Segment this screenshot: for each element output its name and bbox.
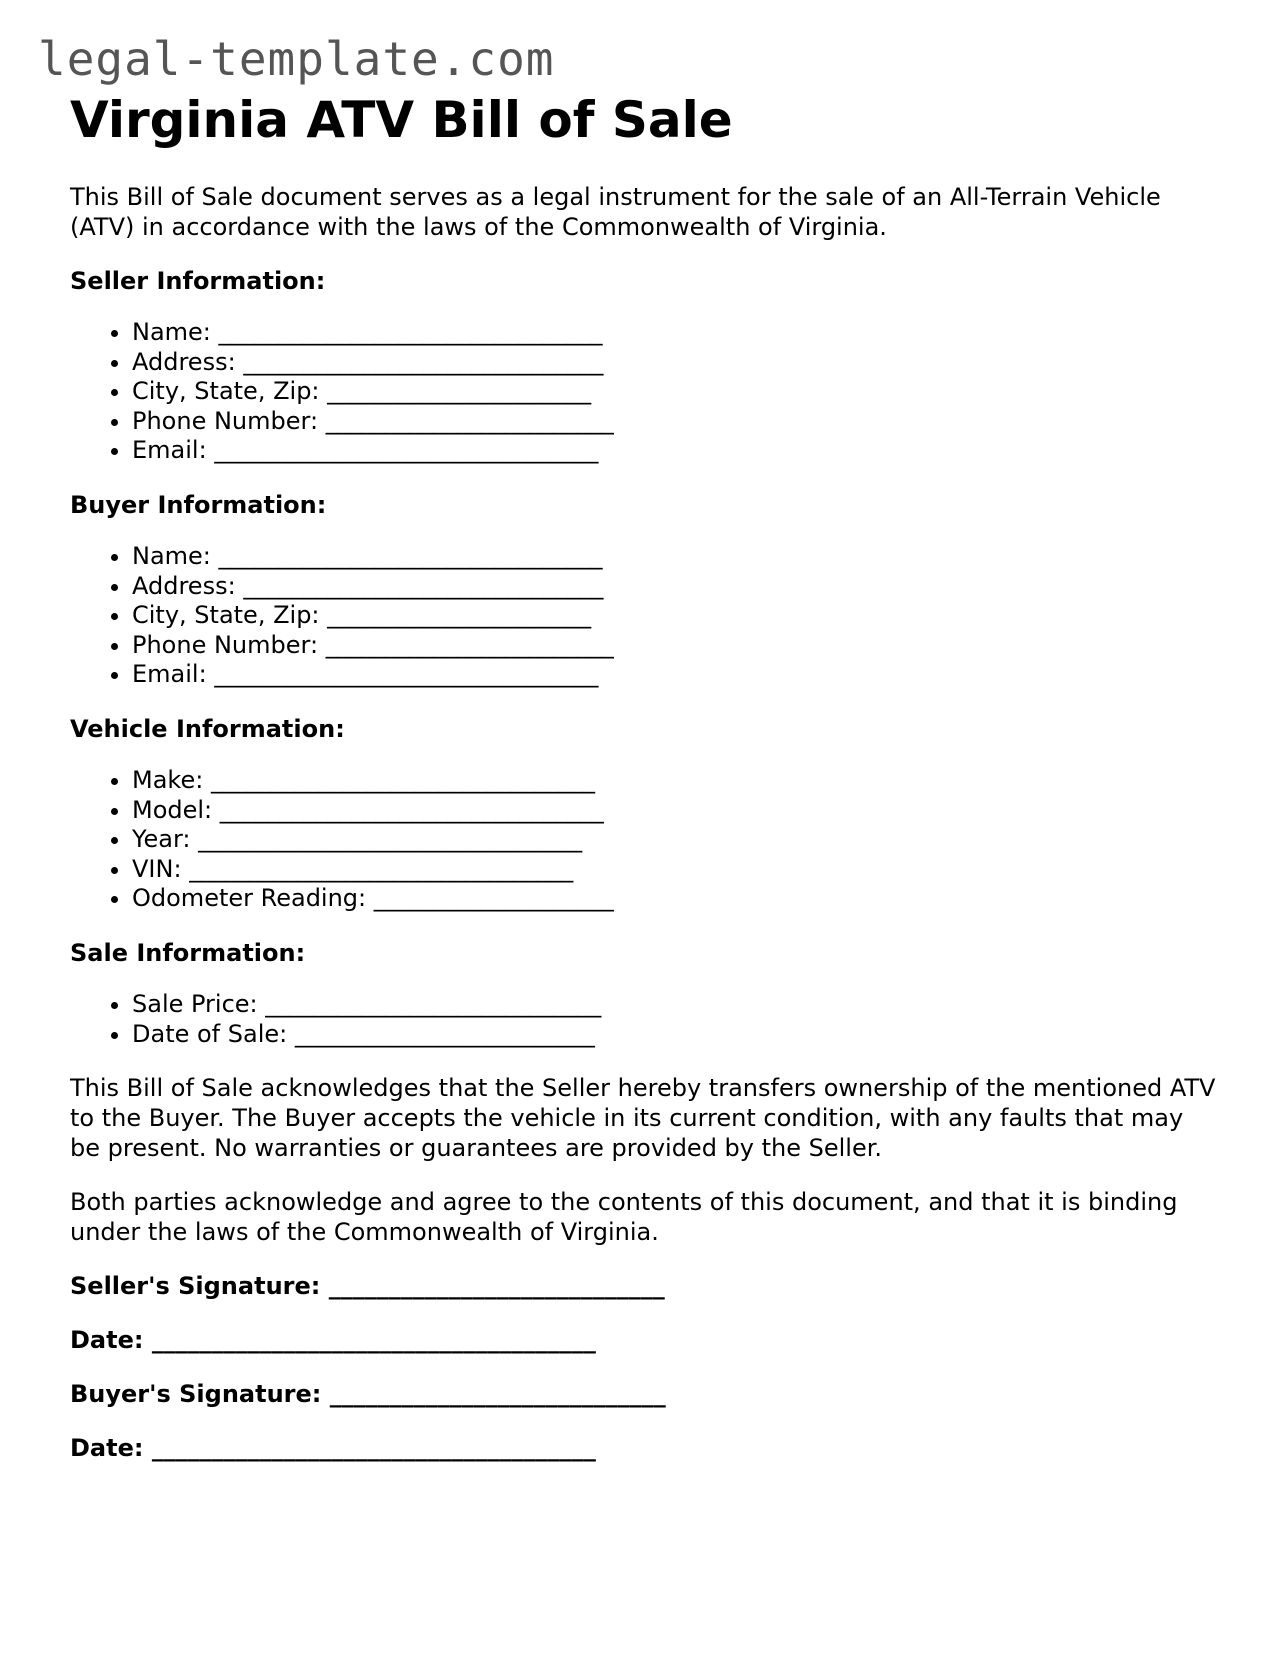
field-label: City, State, Zip:	[132, 377, 320, 406]
field-label: Phone Number:	[132, 630, 319, 659]
field-blank[interactable]: ______________________________	[243, 347, 604, 376]
buyer-city-state-zip-field	[132, 601, 1220, 631]
buyer-signature-line	[70, 1379, 1220, 1409]
buyer-date-line	[70, 1433, 1220, 1463]
signature-label: Seller's Signature:	[70, 1272, 321, 1301]
field-blank[interactable]: ________________________	[325, 630, 614, 659]
field-label: Date of Sale:	[132, 1019, 288, 1048]
field-blank[interactable]: ________________________________	[218, 318, 603, 346]
field-blank[interactable]: ____________________________	[265, 989, 602, 1018]
field-label: Email:	[132, 436, 207, 465]
field-label: Name:	[132, 541, 211, 570]
watermark: legal-template.com	[38, 32, 555, 86]
buyer-address-field	[132, 572, 1220, 602]
field-label: Year:	[132, 825, 191, 854]
vehicle-year-field	[132, 825, 1220, 855]
buyer-field-list	[70, 542, 1220, 690]
document-page	[70, 88, 1220, 1463]
field-label: Address:	[132, 571, 236, 600]
field-blank[interactable]: ________________________	[325, 406, 614, 435]
field-blank[interactable]: ________________________________	[198, 825, 583, 854]
vehicle-model-field	[132, 796, 1220, 826]
field-blank[interactable]: ________________________________	[218, 541, 603, 570]
signature-blank[interactable]: _____________________________________	[151, 1434, 596, 1463]
field-label: City, State, Zip:	[132, 601, 320, 630]
sale-heading: Sale Information:	[70, 938, 306, 967]
field-label: Name:	[132, 318, 211, 346]
buyer-heading: Buyer Information:	[70, 490, 327, 519]
field-label: Odometer Reading:	[132, 884, 367, 913]
sale-date-field	[132, 1020, 1220, 1050]
sale-field-list	[70, 990, 1220, 1049]
intro-paragraph: This Bill of Sale document serves as a legal instrument for the sale of an All-Terrain Vehicle (ATV) in accordance with the laws of the Commonwealth of Virginia.	[70, 183, 1161, 241]
field-blank[interactable]: ________________________________	[219, 795, 604, 824]
field-label: Phone Number:	[132, 406, 319, 435]
field-blank[interactable]: ______________________	[327, 601, 592, 630]
page-title: Virginia ATV Bill of Sale	[70, 91, 733, 149]
signature-label: Buyer's Signature:	[70, 1380, 322, 1409]
field-blank[interactable]: ______________________	[327, 377, 592, 406]
field-blank[interactable]: ________________________________	[214, 436, 599, 465]
field-label: VIN:	[132, 854, 182, 883]
buyer-name-field	[132, 542, 1220, 572]
vehicle-odometer-field	[132, 884, 1220, 914]
seller-name-field	[132, 318, 1220, 348]
buyer-email-field	[132, 660, 1220, 690]
field-blank[interactable]: ________________________________	[214, 660, 599, 689]
signature-label: Date:	[70, 1326, 144, 1355]
agreement-paragraph: Both parties acknowledge and agree to the contents of this document, and that it is binding under the laws of the Commonwealth of Virginia.	[70, 1188, 1178, 1247]
field-label: Address:	[132, 347, 236, 376]
signature-label: Date:	[70, 1434, 144, 1463]
seller-heading: Seller Information:	[70, 267, 326, 295]
seller-field-list	[70, 318, 1220, 466]
field-label: Model:	[132, 795, 213, 824]
vehicle-make-field	[132, 766, 1220, 796]
field-blank[interactable]: ______________________________	[243, 571, 604, 600]
vehicle-field-list	[70, 766, 1220, 914]
seller-signature-line	[70, 1271, 1220, 1301]
sale-price-field	[132, 990, 1220, 1020]
vehicle-heading: Vehicle Information:	[70, 714, 345, 743]
signature-blank[interactable]: ____________________________	[329, 1380, 666, 1409]
signature-blank[interactable]: _____________________________________	[151, 1326, 596, 1355]
field-label: Sale Price:	[132, 989, 258, 1018]
seller-email-field	[132, 436, 1220, 466]
field-label: Make:	[132, 765, 204, 794]
field-blank[interactable]: ________________________________	[210, 765, 595, 794]
buyer-phone-field	[132, 631, 1220, 661]
vehicle-vin-field	[132, 855, 1220, 885]
acknowledgment-paragraph: This Bill of Sale acknowledges that the Seller hereby transfers ownership of the mentioned ATV to the Buyer. The Buyer accepts the vehicle in its current condition, with any faults that may be present. No warranties or guarantees are provided by the Seller.	[70, 1074, 1216, 1163]
seller-phone-field	[132, 407, 1220, 437]
seller-date-line	[70, 1325, 1220, 1355]
field-blank[interactable]: _________________________	[294, 1019, 595, 1048]
seller-city-state-zip-field	[132, 377, 1220, 407]
signature-blank[interactable]: ____________________________	[328, 1272, 665, 1301]
field-label: Email:	[132, 660, 207, 689]
field-blank[interactable]: ____________________	[373, 884, 614, 913]
seller-address-field	[132, 348, 1220, 378]
field-blank[interactable]: ________________________________	[189, 854, 574, 883]
